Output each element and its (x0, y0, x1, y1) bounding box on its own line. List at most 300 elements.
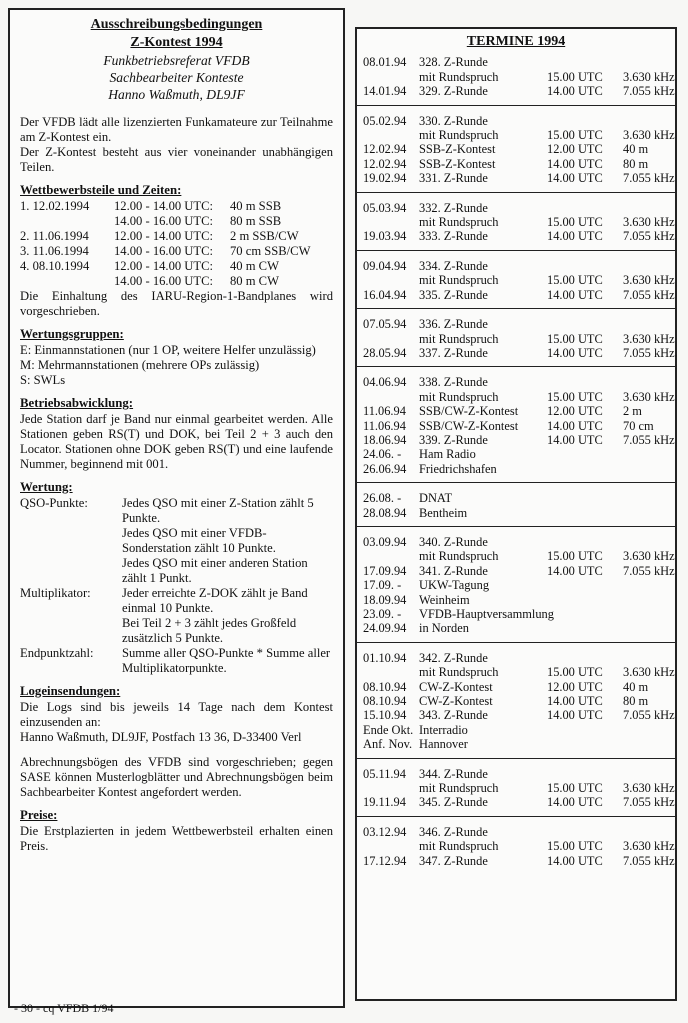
band-cell: 12.00 - 14.00 UTC: (114, 199, 213, 213)
band-cell: 12.00 - 14.00 UTC: (114, 259, 213, 273)
date-cell (363, 332, 419, 346)
section-heading: Preise: (20, 808, 58, 822)
freq-cell: 7.055 kHz (623, 432, 675, 447)
schedule-row (363, 462, 669, 476)
freq-cell (623, 723, 669, 737)
date-cell: 01.10.94 (363, 650, 407, 665)
rules-subtitle: Z-Kontest 1994 (130, 35, 223, 50)
band-cell: 1. 12.02.1994 (20, 199, 90, 213)
time-cell (547, 593, 623, 607)
rules-title: Ausschreibungsbedingungen (90, 17, 263, 32)
event-cell: 329. Z-Runde (419, 84, 488, 99)
log-text-3: Abrechnungsbögen des VFDB sind vorgeschrieben; gegen SASE können Musterlogblätter und Abrechnungsbögen beim Sachbearbeiter Kontest angefordert werden. (20, 755, 333, 799)
time-cell (547, 462, 623, 476)
event-cell: 337. Z-Runde (419, 345, 488, 360)
event-cell: 345. Z-Runde (419, 795, 488, 810)
end-score (20, 646, 333, 676)
event-cell: mit Rundspruch (419, 389, 499, 404)
time-cell (547, 201, 623, 215)
schedule-row (363, 142, 669, 156)
date-cell: 05.03.94 (363, 200, 407, 215)
time-cell: 14.00 UTC (547, 708, 603, 723)
group-divider (357, 482, 675, 483)
bandplan-text: Die Einhaltung des IARU-Region-1-Bandplanes wird vorgeschrieben. (20, 289, 333, 318)
schedule-row (363, 506, 669, 520)
date-cell: 09.04.94 (363, 258, 407, 273)
schedule-row (363, 781, 675, 796)
time-cell (547, 55, 623, 69)
schedule-row (363, 287, 675, 302)
time-cell: 15.00 UTC (547, 839, 603, 854)
freq-cell (623, 491, 669, 505)
freq-cell: 3.630 kHz (623, 69, 675, 84)
schedule-row (363, 607, 669, 621)
band-cell: 80 m CW (230, 274, 279, 288)
band-cell: 4. 08.10.1994 (20, 259, 90, 273)
event-cell: UKW-Tagung (419, 578, 490, 593)
event-cell: 340. Z-Runde (419, 534, 488, 549)
event-cell: 339. Z-Runde (419, 432, 488, 447)
freq-cell (623, 737, 669, 751)
time-cell (547, 767, 623, 781)
band-cell: 2. 11.06.1994 (20, 229, 89, 243)
freq-cell: 40 m (623, 142, 649, 157)
freq-cell: 7.055 kHz (623, 795, 675, 810)
schedule-row (363, 331, 675, 346)
group-item: S: SWLs (20, 373, 66, 387)
schedule-row (363, 69, 675, 84)
date-cell: 11.06.94 (363, 404, 406, 419)
date-cell (363, 549, 419, 563)
group-divider (357, 308, 675, 309)
freq-cell: 70 cm (623, 418, 654, 433)
schedule-row (363, 55, 669, 69)
schedule-row (363, 593, 669, 607)
freq-cell (623, 317, 669, 331)
intro-1: Der VFDB lädt alle lizenzierten Funkamateure zur Teilnahme am Z-Kontest ein. (20, 115, 333, 144)
event-cell: SSB-Z-Kontest (419, 156, 496, 171)
event-cell: Ham Radio (419, 447, 476, 462)
schedule-row (363, 432, 675, 447)
date-cell: Anf. Nov. (363, 737, 413, 752)
log-address: Hanno Waßmuth, DL9JF, Postfach 13 36, D-33400 Verl (20, 730, 302, 744)
date-cell (363, 390, 419, 404)
event-cell: 335. Z-Runde (419, 287, 488, 302)
time-cell: 14.00 UTC (547, 418, 603, 433)
group-divider (357, 526, 675, 527)
event-cell: Interradio (419, 722, 468, 737)
qso-rule: Jedes QSO mit einer anderen Station zählt 1 Punkt. (122, 556, 308, 585)
event-cell: DNAT (419, 491, 453, 506)
time-cell (547, 317, 623, 331)
mult-label: Multiplikator: (20, 586, 91, 600)
schedule-row (363, 737, 669, 751)
date-cell: 17.09. - (363, 578, 402, 593)
time-cell: 12.00 UTC (547, 142, 603, 157)
schedule-row (363, 825, 669, 839)
schedule-row (363, 273, 675, 288)
date-cell: 26.08. - (363, 491, 402, 506)
time-cell: 14.00 UTC (547, 795, 603, 810)
date-cell: 24.09.94 (363, 621, 407, 636)
event-cell: mit Rundspruch (419, 665, 499, 680)
schedule-row (363, 419, 669, 433)
schedule-row (363, 404, 669, 418)
band-row (20, 199, 333, 214)
event-cell: 331. Z-Runde (419, 171, 488, 186)
date-cell: 17.12.94 (363, 853, 407, 868)
schedule-row (363, 563, 675, 578)
schedule-row (363, 84, 675, 99)
log-text-1: Die Logs sind bis jeweils 14 Tage nach dem Kontest einzusenden an: (20, 700, 333, 729)
band-cell: 14.00 - 16.00 UTC: (114, 274, 213, 288)
time-cell (547, 621, 623, 635)
event-cell: SSB/CW-Z-Kontest (419, 404, 519, 419)
freq-cell (623, 375, 669, 389)
schedule-row (363, 215, 675, 230)
group-item: M: Mehrmannstationen (mehrere OPs zulässig) (20, 358, 260, 372)
date-cell: 14.01.94 (363, 84, 407, 99)
time-cell (547, 259, 623, 273)
time-cell: 14.00 UTC (547, 171, 603, 186)
time-cell (547, 651, 623, 665)
time-cell: 14.00 UTC (547, 156, 603, 171)
freq-cell: 7.055 kHz (623, 563, 675, 578)
time-cell (547, 535, 623, 549)
contest-rules-box (8, 8, 345, 1008)
schedule-row (363, 839, 675, 854)
freq-cell (623, 767, 669, 781)
date-cell: 19.11.94 (363, 795, 406, 810)
date-cell: 26.06.94 (363, 461, 407, 476)
section-heading: Betriebsabwicklung: (20, 396, 134, 410)
time-cell (547, 723, 623, 737)
event-cell: 328. Z-Runde (419, 55, 488, 70)
freq-cell (623, 535, 669, 549)
freq-cell: 3.630 kHz (623, 549, 675, 564)
event-cell: mit Rundspruch (419, 273, 499, 288)
freq-cell: 7.055 kHz (623, 229, 675, 244)
schedule-row (363, 259, 669, 273)
date-cell: 07.05.94 (363, 317, 407, 332)
freq-cell (623, 607, 669, 621)
schedule-box (355, 27, 677, 1001)
freq-cell: 3.630 kHz (623, 665, 675, 680)
event-cell: 341. Z-Runde (419, 563, 488, 578)
section-heading: Wertung: (20, 480, 73, 494)
freq-cell (623, 651, 669, 665)
group-divider (357, 366, 675, 367)
band-row (20, 229, 333, 244)
freq-cell: 40 m (623, 679, 649, 694)
group-divider (357, 192, 675, 193)
event-cell: 336. Z-Runde (419, 317, 488, 332)
schedule-row (363, 157, 669, 171)
schedule-row (363, 389, 675, 404)
time-cell: 14.00 UTC (547, 229, 603, 244)
time-cell (547, 825, 623, 839)
freq-cell: 3.630 kHz (623, 331, 675, 346)
time-cell: 14.00 UTC (547, 563, 603, 578)
date-cell: 19.03.94 (363, 229, 407, 244)
freq-cell: 3.630 kHz (623, 839, 675, 854)
event-cell: mit Rundspruch (419, 331, 499, 346)
event-cell: in Norden (419, 621, 469, 636)
freq-cell (623, 201, 669, 215)
band-cell: 3. 11.06.1994 (20, 244, 89, 258)
freq-cell: 7.055 kHz (623, 171, 675, 186)
event-cell: 333. Z-Runde (419, 229, 488, 244)
time-cell (547, 375, 623, 389)
freq-cell: 7.055 kHz (623, 287, 675, 302)
time-cell (547, 114, 623, 128)
section-heading: Wettbewerbsteile und Zeiten: (20, 183, 182, 197)
schedule-row (363, 795, 675, 810)
freq-cell (623, 462, 669, 476)
freq-cell: 7.055 kHz (623, 84, 675, 99)
date-cell: 03.09.94 (363, 534, 407, 549)
event-cell: 332. Z-Runde (419, 200, 488, 215)
event-cell: mit Rundspruch (419, 69, 499, 84)
group-divider (357, 758, 675, 759)
preise-text: Die Erstplazierten in jedem Wettbewerbsteil erhalten einen Preis. (20, 824, 333, 853)
event-cell: VFDB-Hauptversammlung (419, 607, 554, 621)
band-cell (20, 274, 114, 289)
date-cell (363, 273, 419, 287)
date-cell: 05.02.94 (363, 113, 407, 128)
org-line-2: Sachbearbeiter Konteste (109, 70, 244, 85)
freq-cell: 2 m (623, 404, 642, 419)
date-cell: 12.02.94 (363, 142, 407, 157)
event-cell: 338. Z-Runde (419, 375, 488, 390)
band-cell: 40 m SSB (230, 199, 282, 213)
time-cell: 14.00 UTC (547, 84, 603, 99)
schedule-row (363, 723, 669, 737)
event-cell: 344. Z-Runde (419, 766, 488, 781)
schedule-row (363, 114, 669, 128)
event-cell: 346. Z-Runde (419, 824, 488, 839)
date-cell: 28.08.94 (363, 505, 407, 520)
date-cell: 28.05.94 (363, 345, 407, 360)
schedule-row (363, 229, 675, 244)
section-heading: Wertungsgruppen: (20, 327, 124, 341)
band-row (20, 274, 333, 289)
event-cell: 347. Z-Runde (419, 853, 488, 868)
band-cell: 14.00 - 16.00 UTC: (114, 244, 213, 258)
date-cell (363, 781, 419, 795)
schedule-row (363, 853, 675, 868)
band-cell: 70 cm SSB/CW (230, 244, 311, 258)
event-cell: Bentheim (419, 505, 468, 520)
date-cell: 12.02.94 (363, 156, 407, 171)
time-cell: 12.00 UTC (547, 679, 603, 694)
freq-cell: 3.630 kHz (623, 389, 675, 404)
date-cell (363, 215, 419, 229)
freq-cell (623, 447, 669, 461)
qso-rule: Jedes QSO mit einer VFDB-Sonderstation zählt 10 Punkte. (122, 526, 276, 555)
time-cell: 15.00 UTC (547, 273, 603, 288)
event-cell: 334. Z-Runde (419, 258, 488, 273)
schedule-row (363, 535, 669, 549)
time-cell: 15.00 UTC (547, 331, 603, 346)
date-cell: 23.09. - (363, 607, 402, 621)
event-cell: mit Rundspruch (419, 781, 499, 796)
event-cell: 343. Z-Runde (419, 708, 488, 723)
qso-label: QSO-Punkte: (20, 496, 88, 510)
band-row (20, 214, 333, 229)
time-cell: 14.00 UTC (547, 853, 603, 868)
time-cell (547, 737, 623, 751)
band-cell (20, 214, 114, 229)
freq-cell: 7.055 kHz (623, 853, 675, 868)
band-row (20, 244, 333, 259)
group-divider (357, 816, 675, 817)
qso-rule: Jedes QSO mit einer Z-Station zählt 5 Punkte. (122, 496, 314, 525)
multiplier (20, 586, 333, 646)
date-cell: 18.06.94 (363, 432, 407, 447)
schedule-row (363, 491, 669, 505)
time-cell: 14.00 UTC (547, 345, 603, 360)
freq-cell: 7.055 kHz (623, 708, 675, 723)
event-cell: Hannover (419, 737, 468, 752)
date-cell: 08.01.94 (363, 55, 407, 70)
schedule-row (363, 767, 669, 781)
date-cell: 08.10.94 (363, 694, 407, 709)
section-heading: Logeinsendungen: (20, 684, 121, 698)
group-divider (357, 642, 675, 643)
event-cell: mit Rundspruch (419, 839, 499, 854)
event-cell: mit Rundspruch (419, 128, 499, 143)
schedule-row (363, 578, 669, 592)
freq-cell (623, 621, 669, 635)
date-cell: 03.12.94 (363, 824, 407, 839)
time-cell: 14.00 UTC (547, 432, 603, 447)
band-cell: 80 m SSB (230, 214, 282, 228)
group-item: E: Einmannstationen (nur 1 OP, weitere Helfer unzulässig) (20, 343, 316, 357)
date-cell (363, 665, 419, 679)
band-row (20, 259, 333, 274)
event-cell: CW-Z-Kontest (419, 679, 493, 694)
freq-cell: 3.630 kHz (623, 273, 675, 288)
schedule-row (363, 549, 675, 564)
time-cell (547, 607, 623, 621)
event-cell: 330. Z-Runde (419, 113, 488, 128)
schedule-row (363, 201, 669, 215)
time-cell: 14.00 UTC (547, 287, 603, 302)
event-cell: SSB-Z-Kontest (419, 142, 496, 157)
date-cell: 18.09.94 (363, 592, 407, 607)
date-cell: 05.11.94 (363, 766, 406, 781)
schedule-list (363, 55, 675, 868)
freq-cell: 80 m (623, 694, 649, 709)
time-cell: 15.00 UTC (547, 549, 603, 564)
freq-cell (623, 578, 669, 592)
schedule-row (363, 317, 669, 331)
date-cell: 24.06. - (363, 447, 402, 462)
date-cell (363, 839, 419, 853)
time-cell (547, 491, 623, 505)
group-divider (357, 105, 675, 106)
end-label: Endpunktzahl: (20, 646, 94, 660)
time-cell (547, 578, 623, 592)
freq-cell: 7.055 kHz (623, 345, 675, 360)
time-cell (547, 447, 623, 461)
abwicklung-text: Jede Station darf je Band nur einmal gearbeitet werden. Alle Stationen geben RS(T) und DOK, bei Teil 2 + 3 auch den Locator. Stationen ohne DOK geben RS(T) und eine laufende Nummer, beginnend mit 001. (20, 412, 333, 471)
band-cell: 14.00 - 16.00 UTC: (114, 214, 213, 228)
schedule-row (363, 665, 675, 680)
time-cell: 15.00 UTC (547, 665, 603, 680)
schedule-title: TERMINE 1994 (466, 34, 566, 49)
event-cell: mit Rundspruch (419, 215, 499, 230)
event-cell: mit Rundspruch (419, 549, 499, 564)
schedule-row (363, 128, 675, 143)
time-cell: 15.00 UTC (547, 69, 603, 84)
date-cell: Ende Okt. (363, 722, 414, 737)
mult-rule: Jeder erreichte Z-DOK zählt je Band einmal 10 Punkte. (122, 586, 308, 615)
qso-points (20, 496, 333, 586)
schedule-row (363, 375, 669, 389)
time-cell (547, 506, 623, 520)
schedule-row (363, 345, 675, 360)
freq-cell (623, 259, 669, 273)
freq-cell (623, 825, 669, 839)
schedule-row (363, 447, 669, 461)
schedule-row (363, 680, 669, 694)
date-cell: 15.10.94 (363, 708, 407, 723)
date-cell: 08.10.94 (363, 679, 407, 694)
event-cell: Friedrichshafen (419, 461, 497, 476)
bands-table (20, 199, 333, 289)
freq-cell: 3.630 kHz (623, 781, 675, 796)
date-cell: 04.06.94 (363, 375, 407, 390)
group-divider (357, 250, 675, 251)
date-cell (363, 70, 419, 84)
freq-cell (623, 506, 669, 520)
freq-cell (623, 593, 669, 607)
time-cell: 12.00 UTC (547, 404, 603, 419)
time-cell: 15.00 UTC (547, 215, 603, 230)
band-cell: 2 m SSB/CW (230, 229, 299, 243)
time-cell: 15.00 UTC (547, 128, 603, 143)
schedule-row (363, 621, 669, 635)
band-cell: 12.00 - 14.00 UTC: (114, 229, 213, 243)
freq-cell: 80 m (623, 156, 649, 171)
end-rule: Summe aller QSO-Punkte * Summe aller Multiplikatorpunkte. (122, 646, 331, 675)
time-cell: 15.00 UTC (547, 781, 603, 796)
schedule-row (363, 651, 669, 665)
mult-rule: Bei Teil 2 + 3 zählt jedes Großfeld zusätzlich 5 Punkte. (122, 616, 297, 645)
freq-cell: 3.630 kHz (623, 128, 675, 143)
org-line-1: Funkbetriebsreferat VFDB (103, 53, 250, 68)
date-cell: 16.04.94 (363, 287, 407, 302)
schedule-row (363, 694, 669, 708)
time-cell: 14.00 UTC (547, 694, 603, 709)
date-cell (363, 128, 419, 142)
org-line-3: Hanno Waßmuth, DL9JF (108, 87, 245, 102)
event-cell: CW-Z-Kontest (419, 694, 493, 709)
schedule-row (363, 171, 675, 186)
date-cell: 17.09.94 (363, 563, 407, 578)
band-cell: 40 m CW (230, 259, 279, 273)
event-cell: SSB/CW-Z-Kontest (419, 418, 519, 433)
schedule-row (363, 708, 675, 723)
freq-cell (623, 55, 669, 69)
date-cell: 19.02.94 (363, 171, 407, 186)
event-cell: Weinheim (419, 592, 470, 607)
page-footer: - 30 - cq VFDB 1/94 (14, 1001, 114, 1015)
date-cell: 11.06.94 (363, 418, 406, 433)
event-cell: 342. Z-Runde (419, 650, 488, 665)
